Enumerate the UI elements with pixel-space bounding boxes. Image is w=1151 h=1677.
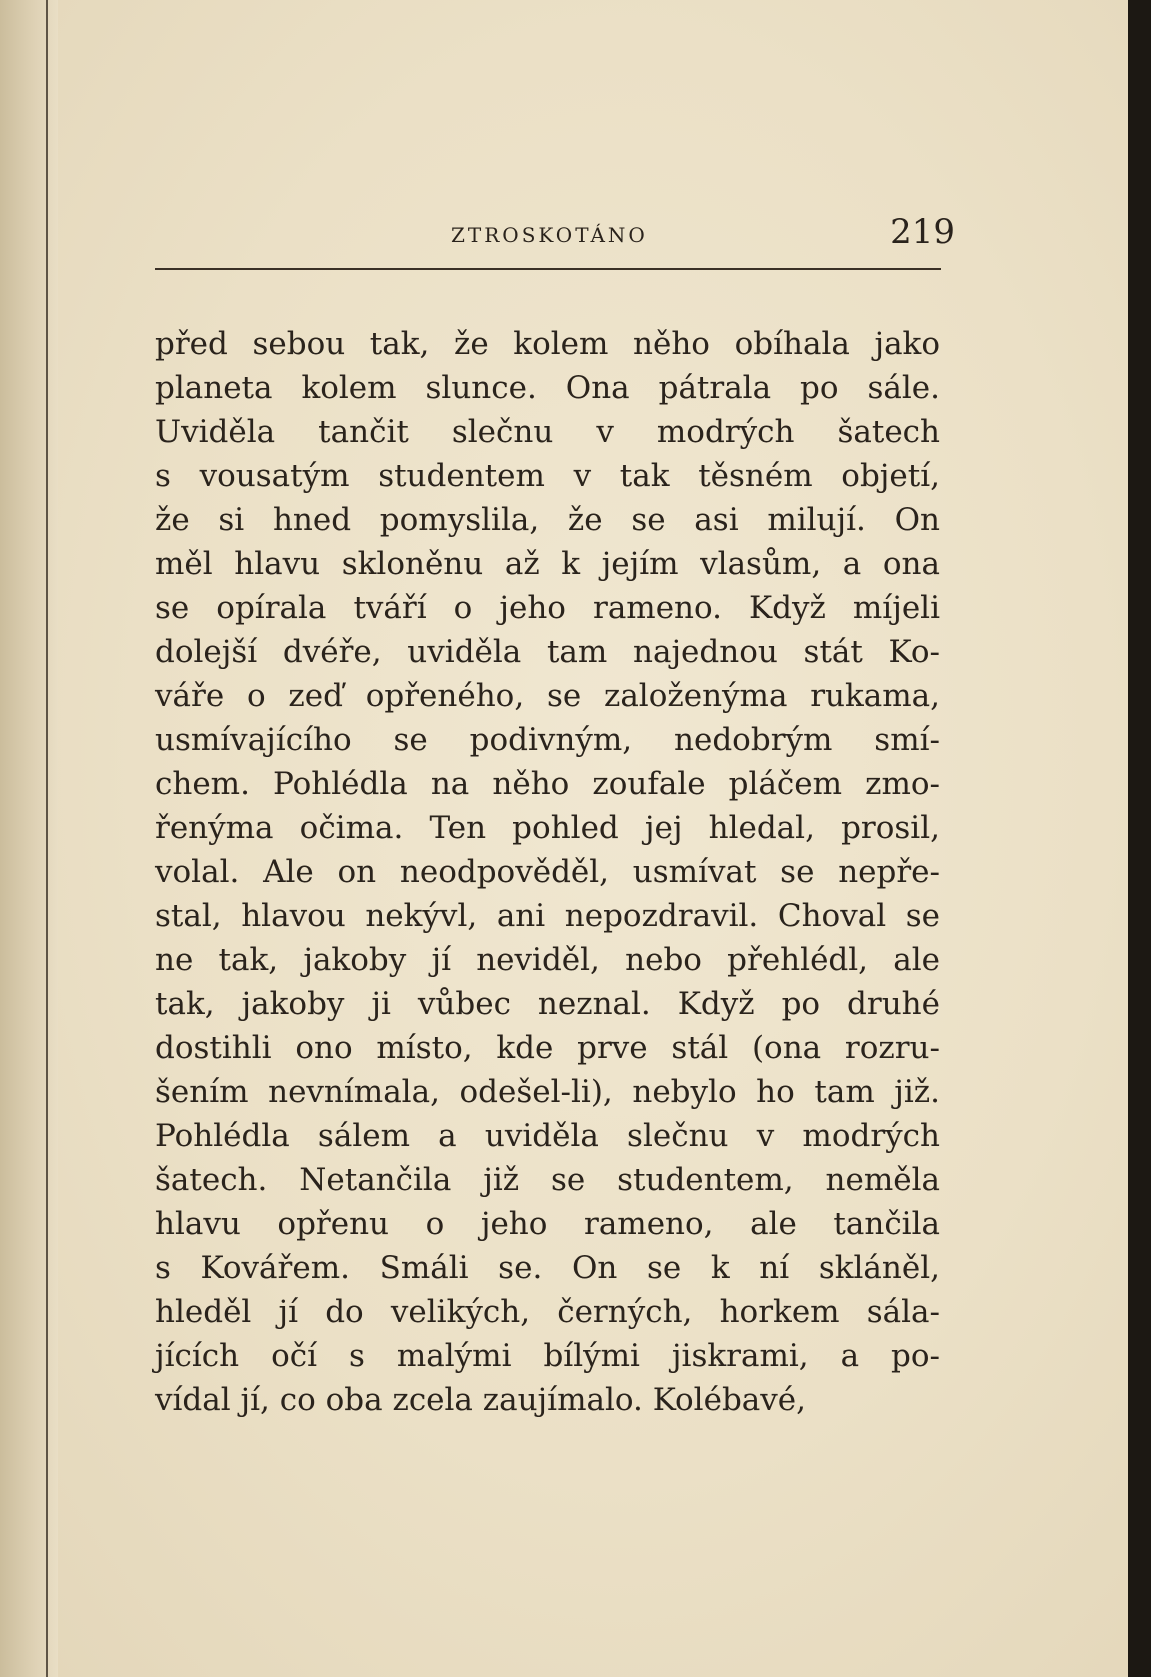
text-line: šením nevnímala, odešel-li), nebylo ho tam již.	[155, 1074, 940, 1110]
running-head	[155, 212, 955, 262]
header-rule	[155, 268, 941, 270]
text-line: dostihli ono místo, kde prve stál (ona rozru-	[155, 1030, 940, 1066]
text-line: stal, hlavou nekývl, ani nepozdravil. Choval se	[155, 898, 940, 934]
text-line: tak, jakoby ji vůbec neznal. Když po druhé	[155, 986, 940, 1022]
text-line: váře o zeď opřeného, se založenýma rukama,	[155, 678, 940, 714]
text-line: řenýma očima. Ten pohled jej hledal, prosil,	[155, 810, 940, 846]
text-line: volal. Ale on neodpověděl, usmívat se nepře-	[155, 854, 940, 890]
text-line: planeta kolem slunce. Ona pátrala po sále.	[155, 370, 940, 406]
body-text	[155, 322, 940, 1422]
gutter-edge-line	[46, 0, 48, 1677]
text-line: jících očí s malými bílými jiskrami, a po-	[155, 1338, 940, 1374]
text-line: chem. Pohlédla na něho zoufale pláčem zmo-	[155, 766, 940, 802]
page-number: 219	[890, 212, 955, 252]
text-line: usmívajícího se podivným, nedobrým smí-	[155, 722, 940, 758]
text-line: hleděl jí do velikých, černých, horkem sála-	[155, 1294, 940, 1330]
page-gutter	[0, 0, 58, 1677]
text-line: s vousatým studentem v tak těsném objetí,	[155, 458, 940, 494]
text-line: s Kovářem. Smáli se. On se k ní skláněl,	[155, 1250, 940, 1286]
page-edge-shadow	[1128, 0, 1151, 1677]
text-line: hlavu opřenu o jeho rameno, ale tančila	[155, 1206, 940, 1242]
text-line: Pohlédla sálem a uviděla slečnu v modrých	[155, 1118, 940, 1154]
text-line: se opírala tváří o jeho rameno. Když míjeli	[155, 590, 940, 626]
text-line: ne tak, jakoby jí neviděl, nebo přehlédl, ale	[155, 942, 940, 978]
text-line: dolejší dvéře, uviděla tam najednou stát Ko-	[155, 634, 940, 670]
text-line: měl hlavu skloněnu až k jejím vlasům, a ona	[155, 546, 940, 582]
text-line: že si hned pomyslila, že se asi milují. On	[155, 502, 940, 538]
text-line: před sebou tak, že kolem něho obíhala jako	[155, 326, 940, 362]
text-line: vídal jí, co oba zcela zaujímalo. Kolébavé,	[155, 1382, 806, 1418]
text-line: Uviděla tančit slečnu v modrých šatech	[155, 414, 940, 450]
running-head-title: ZTROSKOTÁNO	[451, 223, 648, 247]
text-line: šatech. Netančila již se studentem, neměla	[155, 1162, 940, 1198]
